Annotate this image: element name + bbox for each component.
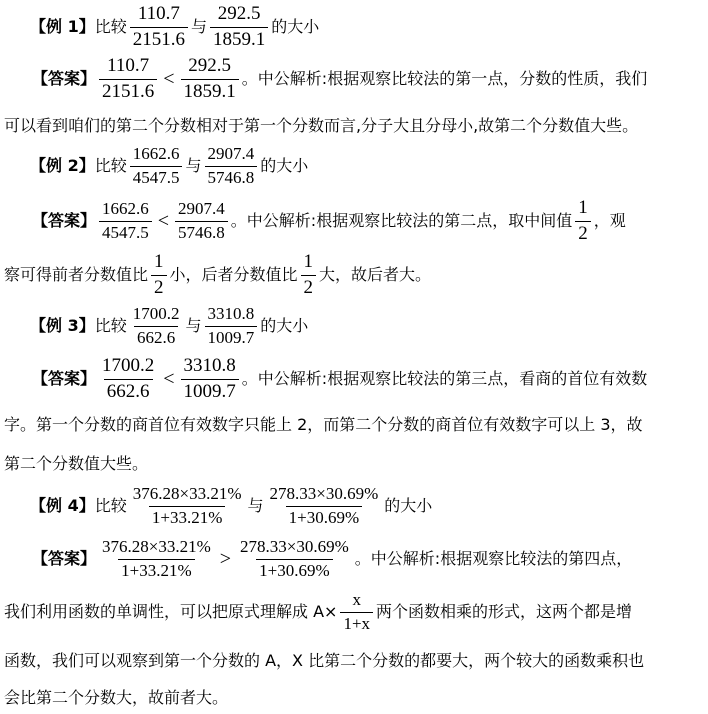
fraction-1: 110.7 2151.6 (130, 4, 188, 51)
answer-3-text: 。中公解析:根据观察比较法的第三点，看商的首位有效数 (241, 369, 648, 389)
answer-2-text: 察可得前者分数值比 (4, 265, 149, 285)
compare-text: 比较 (94, 316, 127, 336)
fraction-2: 278.33×30.69% 1+30.69% (240, 537, 349, 580)
fraction-1: 1662.6 4547.5 (99, 200, 152, 242)
answer-2-text: 。中公解析:根据观察比较法的第二点，取中间值 (230, 211, 573, 231)
example-2-label: 【例 2】 (30, 156, 95, 176)
example-3-label: 【例 3】 (30, 316, 95, 336)
example-4-label: 【例 4】 (30, 496, 95, 516)
answer-4-text: 。中公解析:根据观察比较法的第四点， (354, 549, 633, 569)
answer-3-text-line-3: 第二个分数值大些。 (4, 454, 149, 473)
answer-4-text: 两个函数相乘的形式，这两个都是增 (376, 602, 633, 622)
answer-3-label: 【答案】 (32, 369, 97, 389)
answer-1-text-line-2: 可以看到咱们的第二个分数相对于第一个分数而言,分子大且分母小,故第二个分数值大些。 (4, 116, 639, 135)
example-2-line (30, 145, 308, 187)
size-text: 的大小 (260, 316, 309, 336)
answer-2-text: 大，故后者大。 (319, 265, 432, 285)
half-fraction: 1 2 (575, 198, 591, 245)
answer-1-text: 。中公解析:根据观察比较法的第一点，分数的性质，我们 (241, 69, 648, 89)
fraction-2: 3310.8 1009.7 (181, 356, 239, 403)
with-text: 与 (185, 316, 202, 336)
answer-3-text-line-2: 字。第一个分数的商首位有效数字只能上 2，而第二个分数的商首位有效数字可以上 3，故 (4, 415, 643, 434)
answer-3-line (32, 356, 647, 403)
fraction-1: 1700.2 662.6 (102, 355, 155, 402)
fraction-2: 278.33×30.69% 1+30.69% (269, 484, 379, 527)
fraction-1: 1662.6 4547.5 (130, 145, 183, 187)
answer-2-label: 【答案】 (32, 211, 97, 231)
answer-4-line (32, 538, 632, 580)
with-text: 与 (247, 496, 264, 516)
fraction-2: 292.5 1859.1 (181, 56, 239, 103)
fraction-1: 376.28×33.21% 1+33.21% (132, 484, 242, 527)
answer-4-text-line-4: 会比第二个分数大，故前者大。 (4, 688, 229, 707)
size-text: 的大小 (271, 17, 320, 37)
comparison-operator: < (157, 210, 170, 233)
answer-4-line-2 (4, 591, 632, 633)
x-fraction: $\frac{x}{1+x}$ (340, 591, 373, 633)
half-fraction: 1 2 (301, 252, 317, 299)
example-1-line (30, 4, 319, 51)
size-text: 的大小 (260, 156, 309, 176)
answer-1-line (32, 56, 647, 103)
half-fraction: 1 2 (151, 252, 167, 299)
example-3-line (30, 305, 308, 347)
fraction-2: 2907.4 5746.8 (205, 145, 258, 187)
compare-text: 比较 (94, 496, 127, 516)
answer-2-line (32, 198, 626, 245)
answer-2-text-end: ，观 (593, 211, 626, 231)
fraction-2: 2907.4 5746.8 (175, 200, 228, 242)
comparison-operator: > (219, 548, 232, 571)
compare-text: 比较 (94, 17, 127, 37)
compare-text: 比较 (94, 156, 127, 176)
answer-4-text-line-3: 函数，我们可以观察到第一个分数的 A，X 比第二个分数的都要大，两个较大的函数乘积也 (4, 651, 645, 670)
fraction-2: 3310.8 1009.7 (205, 305, 258, 347)
with-text: 与 (185, 156, 202, 176)
example-4-line (30, 485, 432, 527)
answer-4-text: 我们利用函数的单调性，可以把原式理解成 A× (4, 602, 338, 622)
comparison-operator: < (163, 68, 175, 91)
comparison-operator: < (163, 368, 175, 391)
with-text: 与 (190, 17, 207, 37)
answer-1-label: 【答案】 (32, 69, 97, 89)
fraction-1: 110.7 2151.6 (99, 56, 157, 103)
fraction-1: 1700.2 662.6 (132, 304, 180, 347)
size-text: 的大小 (384, 496, 433, 516)
fraction-1: 376.28×33.21% 1+33.21% (102, 537, 211, 580)
answer-4-label: 【答案】 (32, 549, 97, 569)
example-1-label: 【例 1】 (30, 17, 95, 37)
answer-2-line-2 (4, 252, 431, 299)
answer-2-text: 小，后者分数值比 (169, 265, 298, 285)
fraction-2: 292.5 1859.1 (210, 4, 268, 51)
